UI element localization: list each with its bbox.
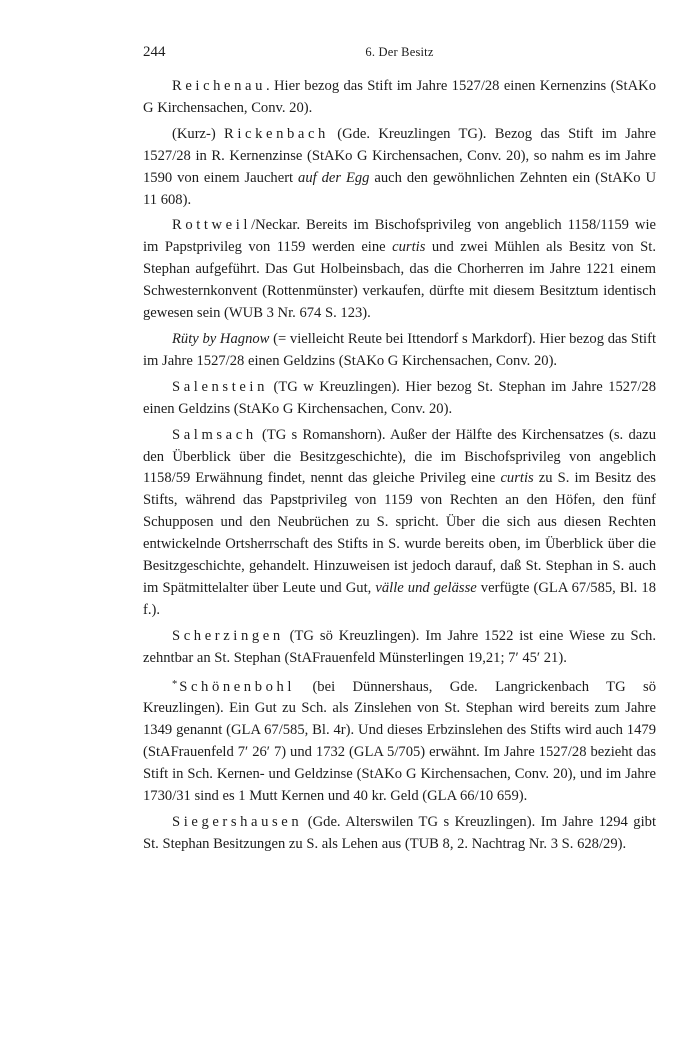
running-head [143, 44, 656, 64]
italic-term-2: välle und gelässe [375, 579, 477, 596]
entry-text-continued: und zwei Mühlen als Besitz von St. Stephan aufgeführt. Das Gut Holbeinsbach, das die Chorherren im Jahre 1221 einem Schwesternkonvent (Rottenmünster) verkaufen, dürfte mit diesem Besitztum identisch gewesen sein (WUB 3 Nr. 674 S. 123). [143, 239, 656, 322]
page-number: 244 [143, 44, 166, 60]
place-name: Schönenbohl [179, 678, 296, 695]
entry-text: (TG sö Kreuzlingen). Im Jahre 1522 ist eine Wiese zu Sch. zehntbar an St. Stephan (StAFrauenfeld Münsterlingen 19,21; 7′ 45′ 21). [143, 627, 656, 666]
place-name: Scherzingen [172, 627, 284, 644]
place-name-italic: Rüty by Hagnow [172, 330, 270, 347]
entry-siegershausen [143, 812, 656, 856]
place-name: Rottweil [172, 217, 252, 234]
entry-salenstein [143, 377, 656, 421]
body-text [143, 76, 656, 860]
place-name: Salenstein [172, 378, 268, 395]
italic-term: curtis [500, 470, 534, 487]
chapter-title: 6. Der Besitz [365, 45, 434, 59]
place-name: Rickenbach [224, 125, 329, 142]
entry-salmsach [143, 425, 656, 622]
entry-text-continued: zu S. im Besitz des Stifts, während das Papstprivileg von 1159 von Rechten an den Höfen, den fünf Schupposen und den Neubrüchen zu S. spricht. Über die sich aus diesen Rechten entwickelnde Ortsherrschaft des Stifts in S. wurde bereits oben, im Überblick über die Besitzgeschichte, gehandelt. Hinzuweisen ist jedoch darauf, daß St. Stephan in S. auch im Spätmittelalter über Leute und Gut, [143, 470, 656, 596]
entry-text-continued: auch den gewöhnlichen Zehnten ein (StAKo U 11 608). [143, 169, 656, 208]
entry-reichenau [143, 76, 656, 120]
entry-text: (TG s Romanshorn). Außer der Hälfte des Kirchensatzes (s. dazu den Überblick über die Besitzgeschichte), die im Bischofsprivileg von angeblich 1158/59 Erwähnung findet, nennt das gleiche Privileg eine [143, 426, 656, 487]
entry-prefix: (Kurz-) [172, 125, 225, 142]
entry-ruety [143, 329, 656, 373]
place-name: Reichenau [172, 78, 266, 94]
entry-schoenenbohl [143, 674, 656, 808]
entry-text: (= vielleicht Reute bei Ittendorf s Markdorf). Hier bezog das Stift im Jahre 1527/28 einen Geldzins (StAKo G Kirchensachen, Conv. 20). [143, 330, 656, 369]
entry-text: (Gde. Alterswilen TG s Kreuzlingen). Im Jahre 1294 gibt St. Stephan Besitzungen zu S. als Lehen aus (TUB 8, 2. Nachtrag Nr. 3 S. 628/29). [143, 814, 656, 852]
entry-text: /Neckar. Bereits im Bischofsprivileg von angeblich 1158/1159 wie im Papstprivileg von 1159 werden eine [143, 217, 656, 256]
italic-term: auf der Egg [298, 169, 370, 186]
entry-text: . Hier bezog das Stift im Jahre 1527/28 einen Kernenzins (StAKo G Kirchensachen, Conv. 20). [143, 78, 656, 116]
place-name: Salmsach [172, 426, 257, 443]
italic-term: curtis [392, 239, 426, 256]
entry-text: (TG w Kreuzlingen). Hier bezog St. Stephan im Jahre 1527/28 einen Geldzins (StAKo G Kirchensachen, Conv. 20). [143, 378, 656, 417]
footnote-asterisk: * [172, 678, 178, 690]
entry-text: (Gde. Kreuzlingen TG). Bezog das Stift im Jahre 1527/28 in R. Kernenzinse (StAKo G Kirchensachen, Conv. 20), so nahm es im Jahre 1590 von einem Jauchert [143, 125, 656, 186]
place-name: Siegershausen [172, 814, 303, 830]
entry-scherzingen [143, 626, 656, 670]
entry-rickenbach [143, 124, 656, 212]
entry-text-end: verfügte (GLA 67/585, Bl. 18 f.). [143, 579, 656, 618]
entry-rottweil [143, 215, 656, 325]
entry-text: (bei Dünnershaus, Gde. Langrickenbach TG sö Kreuzlingen). Ein Gut zu Sch. als Zinslehen von St. Stephan wird bereits zum Jahre 1349 genannt (GLA 67/585, Bl. 4r). Und dieses Erbzinslehen des Stifts wird auch 1479 (StAFrauenfeld 7′ 26′ 7) und 1732 (GLA 5/705) erwähnt. Im Jahre 1527/28 bezieht das Stift in Sch. Kernen- und Geldzinse (StAKo G Kirchensachen, Conv. 20), und im Jahre 1730/31 sind es 1 Mutt Kernen und 40 kr. Geld (GLA 66/10 659). [143, 678, 656, 805]
